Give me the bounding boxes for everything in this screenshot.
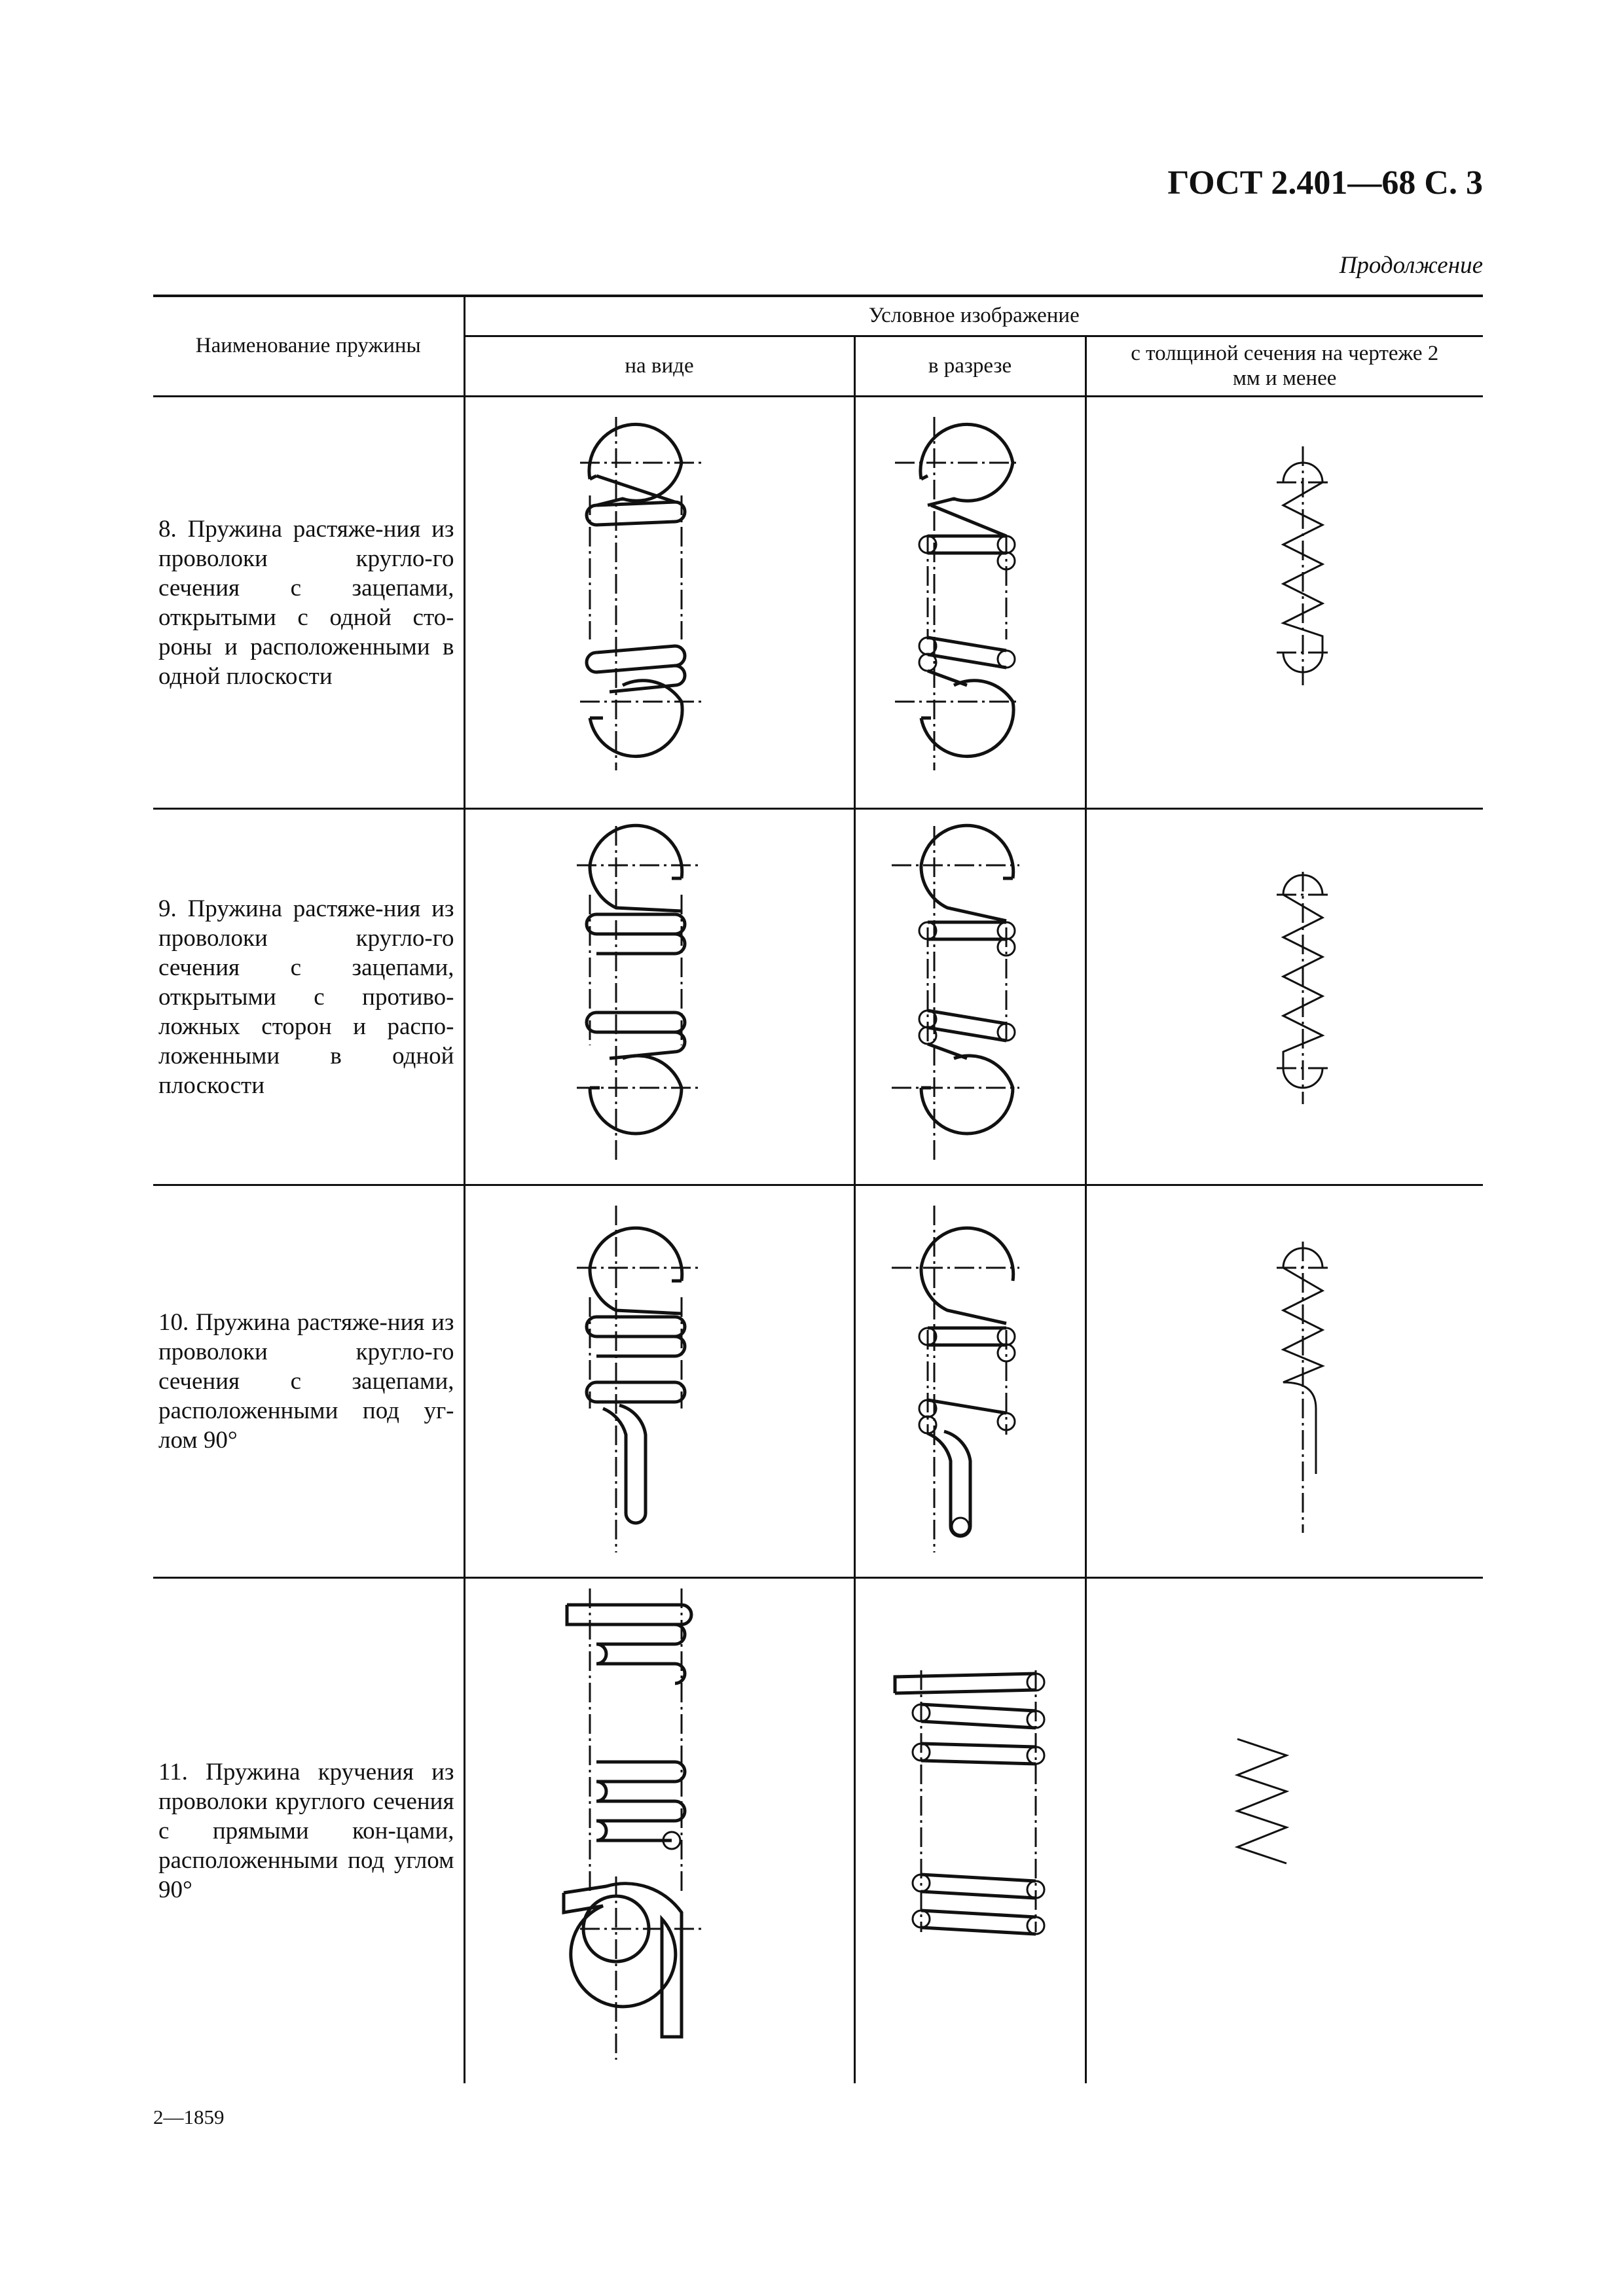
- spring-thin-drawing: [1085, 1185, 1483, 1578]
- spring-name-cell: [153, 809, 464, 1185]
- table-row: [153, 1185, 1483, 1578]
- spring-thin-drawing: [1085, 809, 1483, 1185]
- spring-section-drawing: [854, 397, 1085, 809]
- table-row: [153, 1578, 1483, 2084]
- page-header: ГОСТ 2.401—68 С. 3: [1167, 164, 1483, 202]
- spring-section-drawing: [854, 1578, 1085, 2084]
- page-footer: 2—1859: [153, 2106, 225, 2128]
- continuation-label: Продолжение: [1339, 252, 1483, 279]
- spring-section-drawing: [854, 809, 1085, 1185]
- column-header-view: на виде: [464, 336, 854, 397]
- table-row: [153, 809, 1483, 1185]
- spring-view-drawing: [464, 397, 854, 809]
- spring-name-cell: [153, 397, 464, 809]
- spring-name: 8. Пружина растяже-ния из проволоки кругло-го сечения с зацепами, открытыми с одной сто-роны и расположенными в одной плоскости: [158, 515, 454, 690]
- spring-thin-drawing: [1085, 1578, 1483, 2084]
- column-header-thin: с толщиной сечения на чертеже 2 мм и менее: [1085, 336, 1483, 397]
- spring-view-drawing: [464, 1185, 854, 1578]
- spring-view-drawing: [464, 1578, 854, 2084]
- spring-symbols-table: [153, 295, 1483, 2083]
- spring-name: 11. Пружина кручения из проволоки круглого сечения с прямыми кон-цами, расположенными под углом 90°: [158, 1759, 454, 1903]
- table-row: [153, 397, 1483, 809]
- spring-section-drawing: [854, 1185, 1085, 1578]
- spring-name: 10. Пружина растяже-ния из проволоки кругло-го сечения с зацепами, расположенными под уг-лом 90°: [158, 1309, 454, 1454]
- spring-name-cell: [153, 1578, 464, 2084]
- spring-thin-drawing: [1085, 397, 1483, 809]
- column-header-name: Наименование пружины: [153, 296, 464, 397]
- spring-name-cell: [153, 1185, 464, 1578]
- spring-name: 9. Пружина растяже-ния из проволоки кругло-го сечения с зацепами, открытыми с противо-ложных сторон и распо-ложенными в одной плоскости: [158, 895, 454, 1099]
- column-header-group: Условное изображение: [464, 296, 1483, 336]
- column-header-section: в разрезе: [854, 336, 1085, 397]
- spring-view-drawing: [464, 809, 854, 1185]
